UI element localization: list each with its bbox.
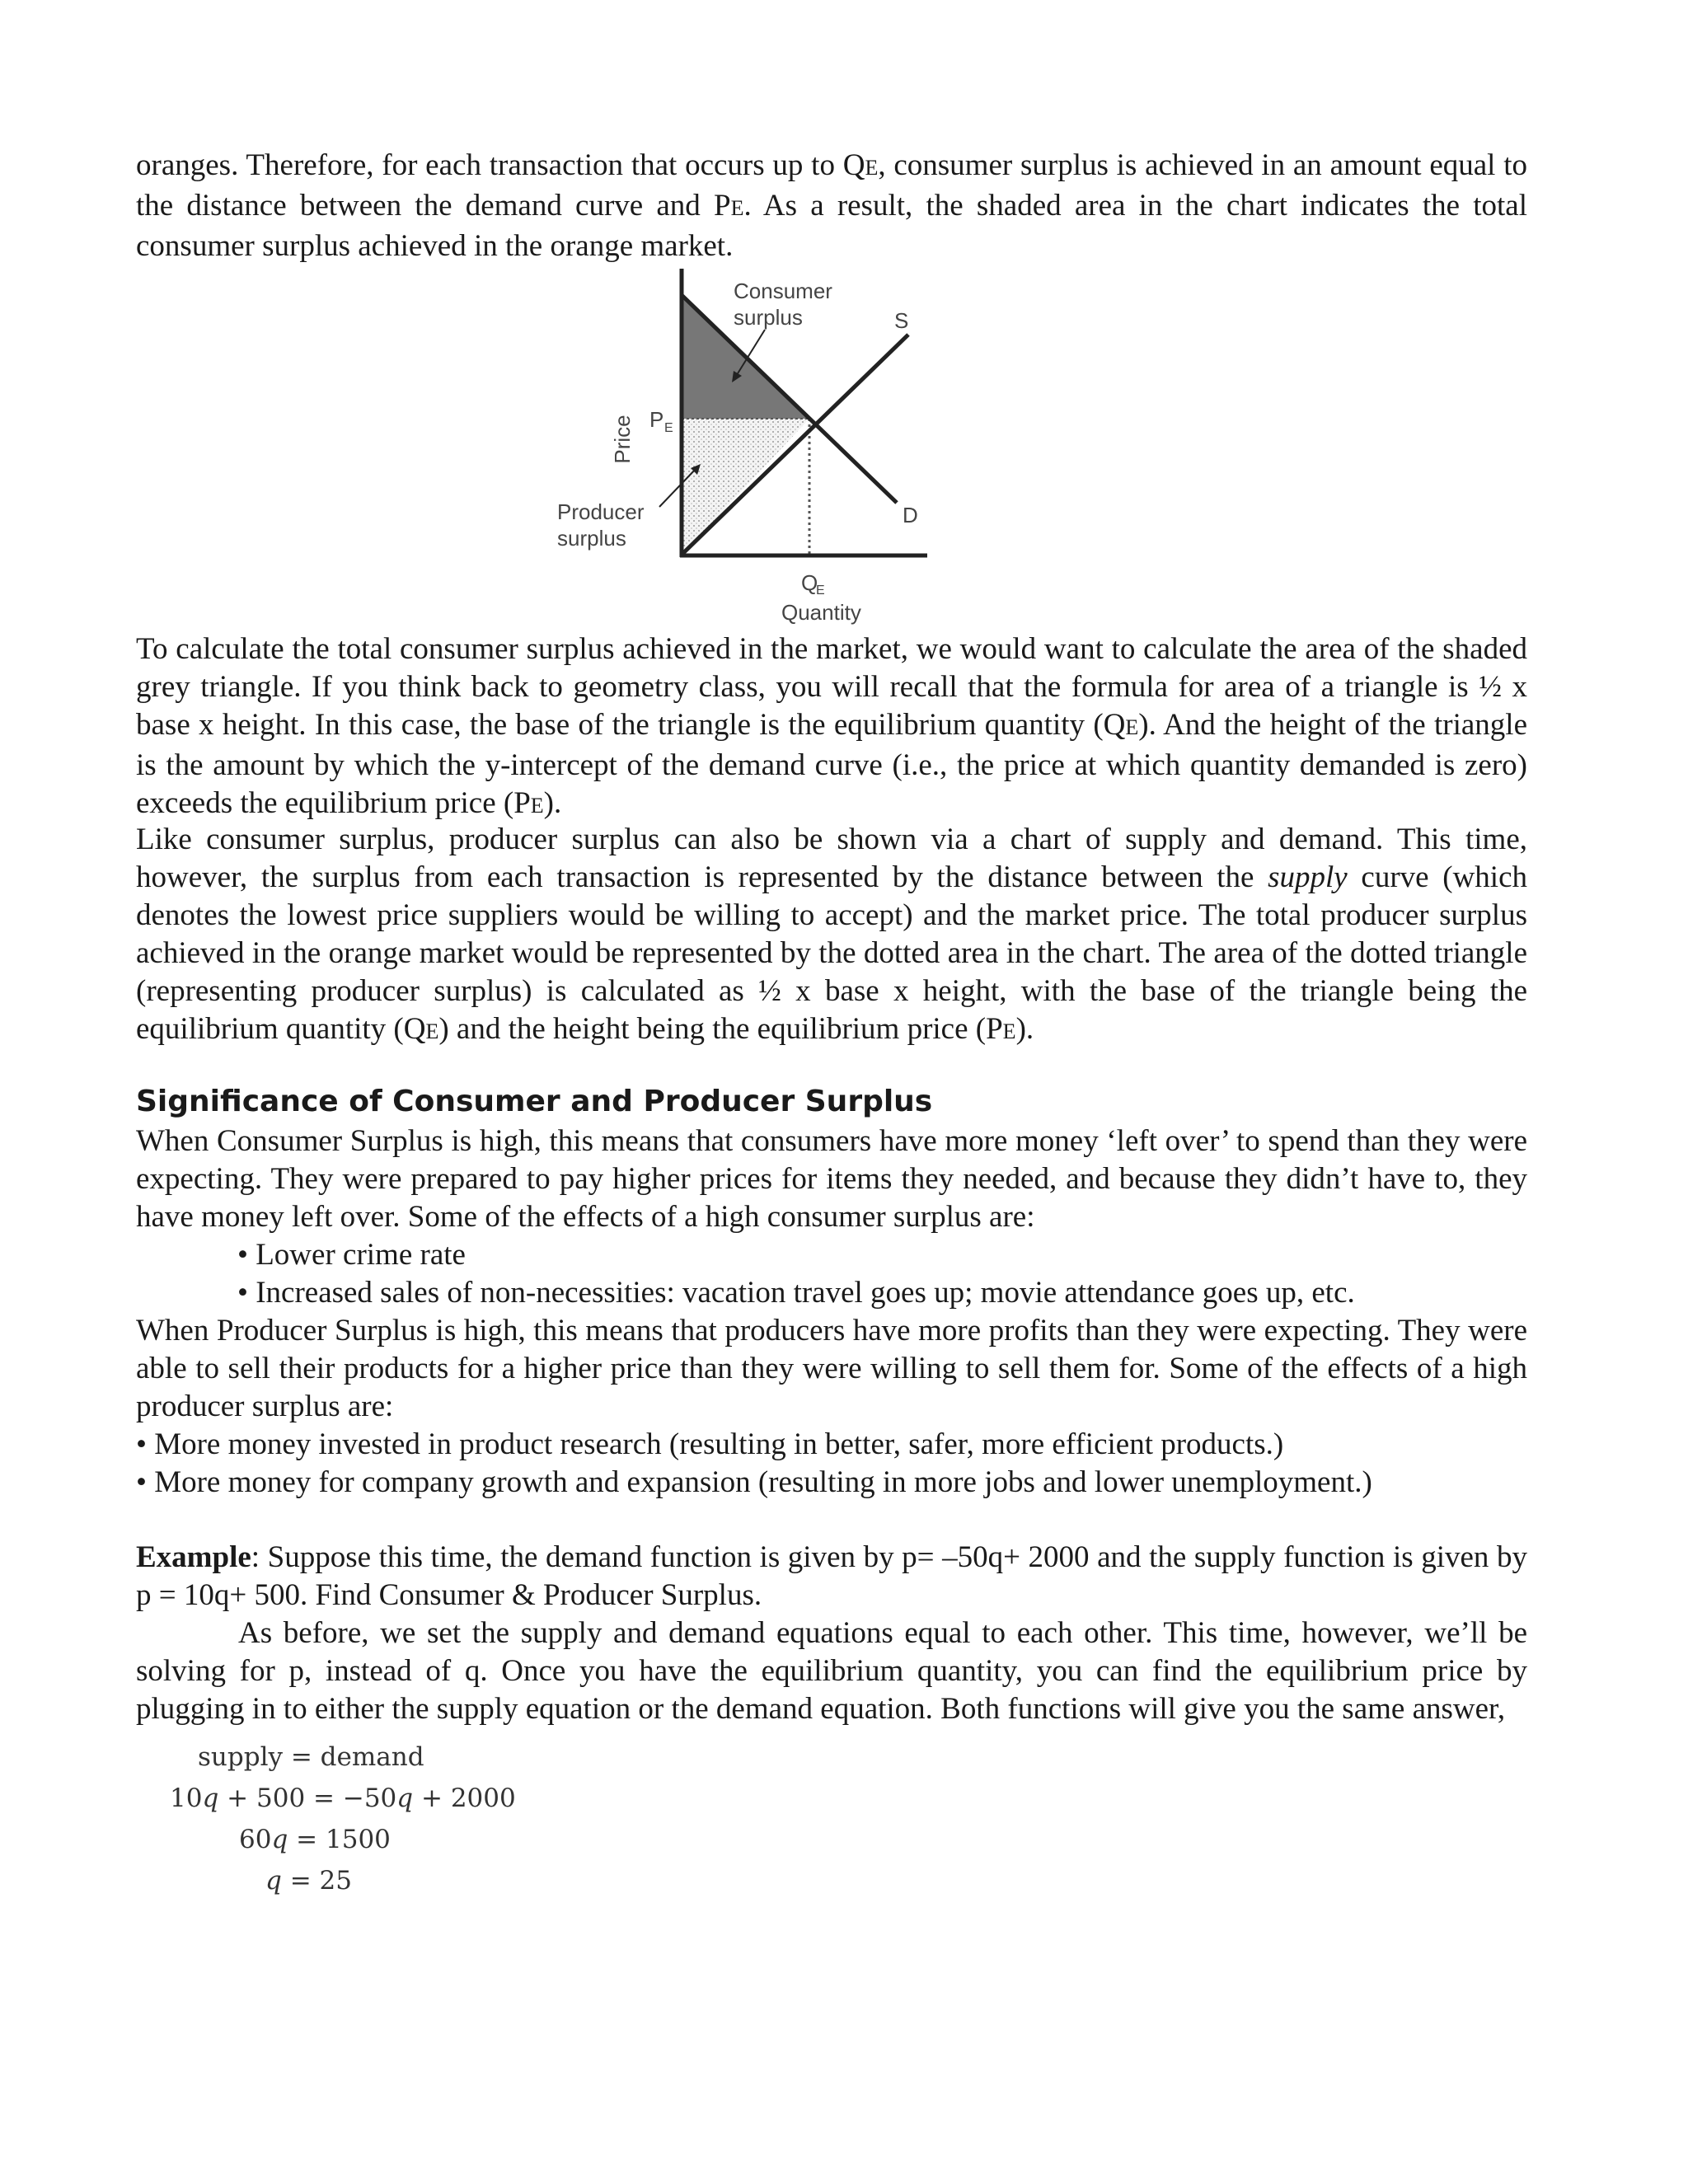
text-run: . As a result, the shaded area in the chart indicates the total consumer surplus achieved in the orange market.: [136, 189, 1528, 263]
text-run: : Suppose this time, the demand function is given by p= –50q+ 2000 and the supply function is given by p = 10q+ 500. Find Consumer & Producer Surplus.: [136, 1540, 1527, 1612]
subscript: E: [865, 156, 879, 180]
list-item: • Lower crime rate: [237, 1238, 466, 1272]
subscript: E: [1002, 1019, 1016, 1043]
equation-line-2: 10q + 500 = −50q + 2000: [170, 1783, 516, 1813]
qe-label: Q: [801, 570, 818, 595]
section-heading: Significance of Consumer and Producer Surplus: [136, 1085, 933, 1118]
text-run: oranges. Therefore, for each transaction that occurs up to Q: [136, 148, 865, 182]
text-run: Like consumer surplus, producer surplus can also be shown via a chart of supply and demand. This time, however, the surplus from each transaction is represented by the distance between the: [136, 823, 1527, 894]
paragraph-producer-surplus: [136, 821, 1527, 1051]
price-axis-label: Price: [610, 415, 635, 464]
producer-surplus-label: Producer: [557, 499, 645, 524]
paragraph-solution-intro: As before, we set the supply and demand equations equal to each other. This time, however, we’ll be solving for p, instead of q. Once you have the equilibrium quantity, you can find the equilibrium price by plugging in to either the supply equation or the demand equation. Both functions will give you the same answer,: [136, 1616, 1527, 1726]
producer-effects-list: [136, 1426, 1372, 1502]
paragraph-high-producer-surplus: When Producer Surplus is high, this means that producers have more profits than they were expecting. They were able to sell their products for a higher price than they were willing to sell them for. Some of the effects of a high producer surplus are:: [136, 1314, 1527, 1423]
supply-demand-figure: [544, 262, 940, 625]
list-item: • Increased sales of non-necessities: vacation travel goes up; movie attendance goes up, etc.: [237, 1276, 1355, 1310]
qe-subscript: E: [816, 583, 825, 598]
consumer-effects-list: [237, 1236, 1355, 1312]
text-run: ).: [1015, 1012, 1034, 1046]
supply-label: S: [894, 308, 909, 333]
example-label: Example: [136, 1540, 251, 1574]
equation-line-3: 60q = 1500: [239, 1825, 391, 1854]
equation-line-1: supply = demand: [198, 1742, 424, 1772]
subscript: E: [425, 1019, 439, 1043]
list-item: • More money for company growth and expansion (resulting in more jobs and lower unemployment.): [136, 1465, 1372, 1499]
producer-surplus-label-2: surplus: [557, 526, 626, 551]
subscript: E: [1125, 715, 1139, 739]
consumer-surplus-label-2: surplus: [734, 305, 803, 330]
italic-text: supply: [1268, 860, 1348, 894]
list-item: • More money invested in product research (resulting in better, safer, more efficient products.): [136, 1427, 1284, 1461]
paragraph-high-consumer-surplus: When Consumer Surplus is high, this means that consumers have more money ‘left over’ to spend than they were expecting. They were prepared to pay higher prices for items they needed, and because they didn’t have to, they have money left over. Some of the effects of a high consumer surplus are:: [136, 1124, 1527, 1234]
paragraph-consumer-surplus-calculation: [136, 630, 1527, 825]
text-run: To calculate the total consumer surplus achieved in the market, we would want to calculate the area of the shaded grey triangle. If you think back to geometry class, you will recall that the formula for area of a triangle is ½ x base x height. In this case, the base of the triangle is the equilibrium quantity (Q: [136, 632, 1527, 742]
text-run: curve (which denotes the lowest price suppliers would be willing to accept) and the market price. The total producer surplus achieved in the orange market would be represented by the dotted area in the chart. The area of the dotted triangle (representing producer surplus) is calculated as ½ x base x height, with the base of the triangle being the equilibrium quantity (Q: [136, 860, 1527, 1046]
paragraph-consumer-surplus-intro: [136, 147, 1527, 265]
text-run: ) and the height being the equilibrium price (P: [438, 1012, 1003, 1046]
subscript: E: [530, 794, 544, 818]
pe-label: P: [649, 407, 664, 432]
text-run: ).: [543, 786, 562, 820]
demand-label: D: [903, 503, 918, 527]
equation-line-4: q = 25: [265, 1866, 352, 1896]
paragraph-example: [136, 1539, 1527, 1615]
subscript: E: [730, 196, 744, 220]
text-run: ). And the height of the triangle is the amount by which the y-intercept of the demand curve (i.e., the price at which quantity demanded is zero) exceeds the equilibrium price (P: [136, 708, 1527, 820]
text-run: , consumer surplus is achieved in an amount equal to the distance between the demand curve and P: [136, 148, 1528, 223]
pe-subscript: E: [664, 421, 673, 435]
quantity-axis-label: Quantity: [781, 600, 861, 625]
consumer-surplus-label: Consumer: [734, 279, 832, 303]
